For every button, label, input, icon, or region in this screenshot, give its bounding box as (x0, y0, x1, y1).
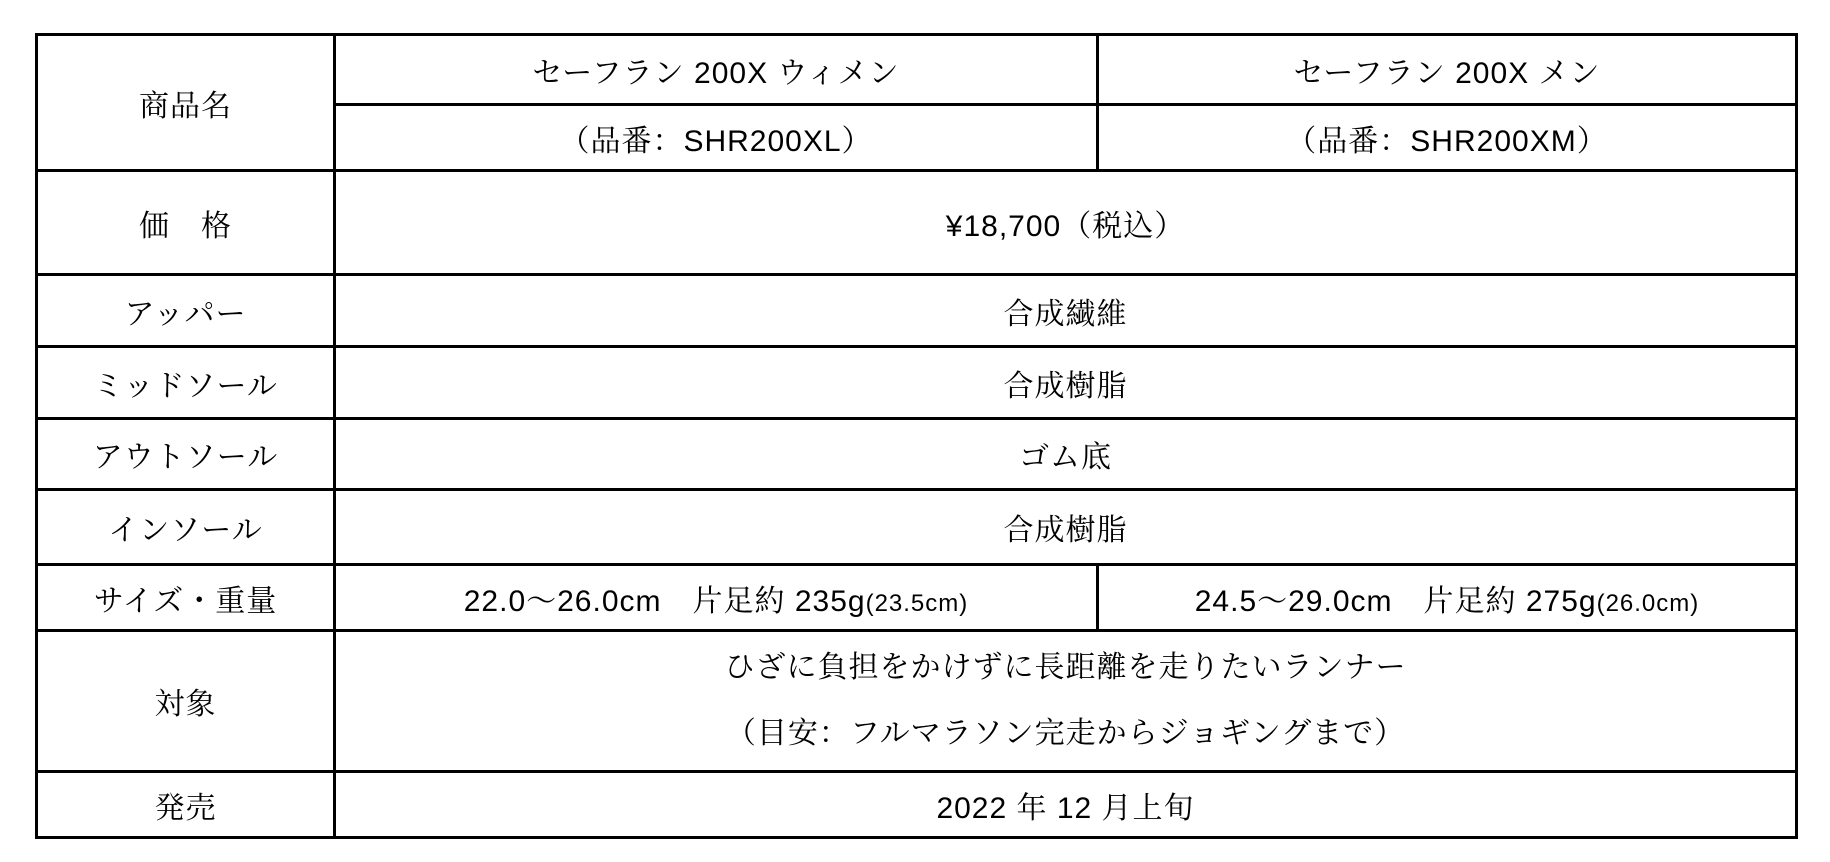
row-release (37, 772, 1797, 838)
target-value (335, 631, 1797, 772)
target-line-1: ひざに負担をかけずに長距離を走りたいランナー (724, 651, 1407, 684)
label-midsole: ミッドソール (37, 347, 335, 419)
label-price: 価 格 (37, 171, 335, 275)
label-release: 発売 (37, 772, 335, 838)
target-line-2: （目安：フルマラソン完走からジョギングまで） (725, 717, 1406, 750)
label-insole: インソール (37, 490, 335, 565)
insole-value: 合成樹脂 (335, 490, 1797, 565)
size-weight-men-main: 24.5～29.0cm 片足約 275g (1194, 584, 1597, 618)
product-name-men: セーフラン 200X メン (1098, 35, 1797, 105)
upper-value: 合成繊維 (335, 275, 1797, 347)
outsole-value: ゴム底 (335, 419, 1797, 490)
product-code-women: （品番：SHR200XL） (335, 105, 1098, 171)
row-size-weight (37, 565, 1797, 631)
row-product-name (37, 35, 1797, 105)
size-weight-men (1098, 565, 1797, 631)
label-outsole: アウトソール (37, 419, 335, 490)
midsole-value: 合成樹脂 (335, 347, 1797, 419)
row-price (37, 171, 1797, 275)
row-midsole (37, 347, 1797, 419)
price-value: ¥18,700（税込） (335, 171, 1797, 275)
row-upper (37, 275, 1797, 347)
release-value: 2022 年 12 月上旬 (335, 772, 1797, 838)
size-weight-women-main: 22.0～26.0cm 片足約 235g (463, 584, 866, 618)
row-insole (37, 490, 1797, 565)
label-size-weight: サイズ・重量 (37, 565, 335, 631)
row-target (37, 631, 1797, 772)
label-upper: アッパー (37, 275, 335, 347)
label-target: 対象 (37, 631, 335, 772)
size-weight-women-note: (23.5cm) (865, 589, 969, 617)
label-product-name: 商品名 (37, 35, 335, 171)
product-spec-table (35, 33, 1798, 839)
product-code-men: （品番：SHR200XM） (1098, 105, 1797, 171)
size-weight-women (335, 565, 1098, 631)
row-outsole (37, 419, 1797, 490)
product-name-women: セーフラン 200X ウィメン (335, 35, 1098, 105)
size-weight-men-note: (26.0cm) (1596, 589, 1700, 617)
